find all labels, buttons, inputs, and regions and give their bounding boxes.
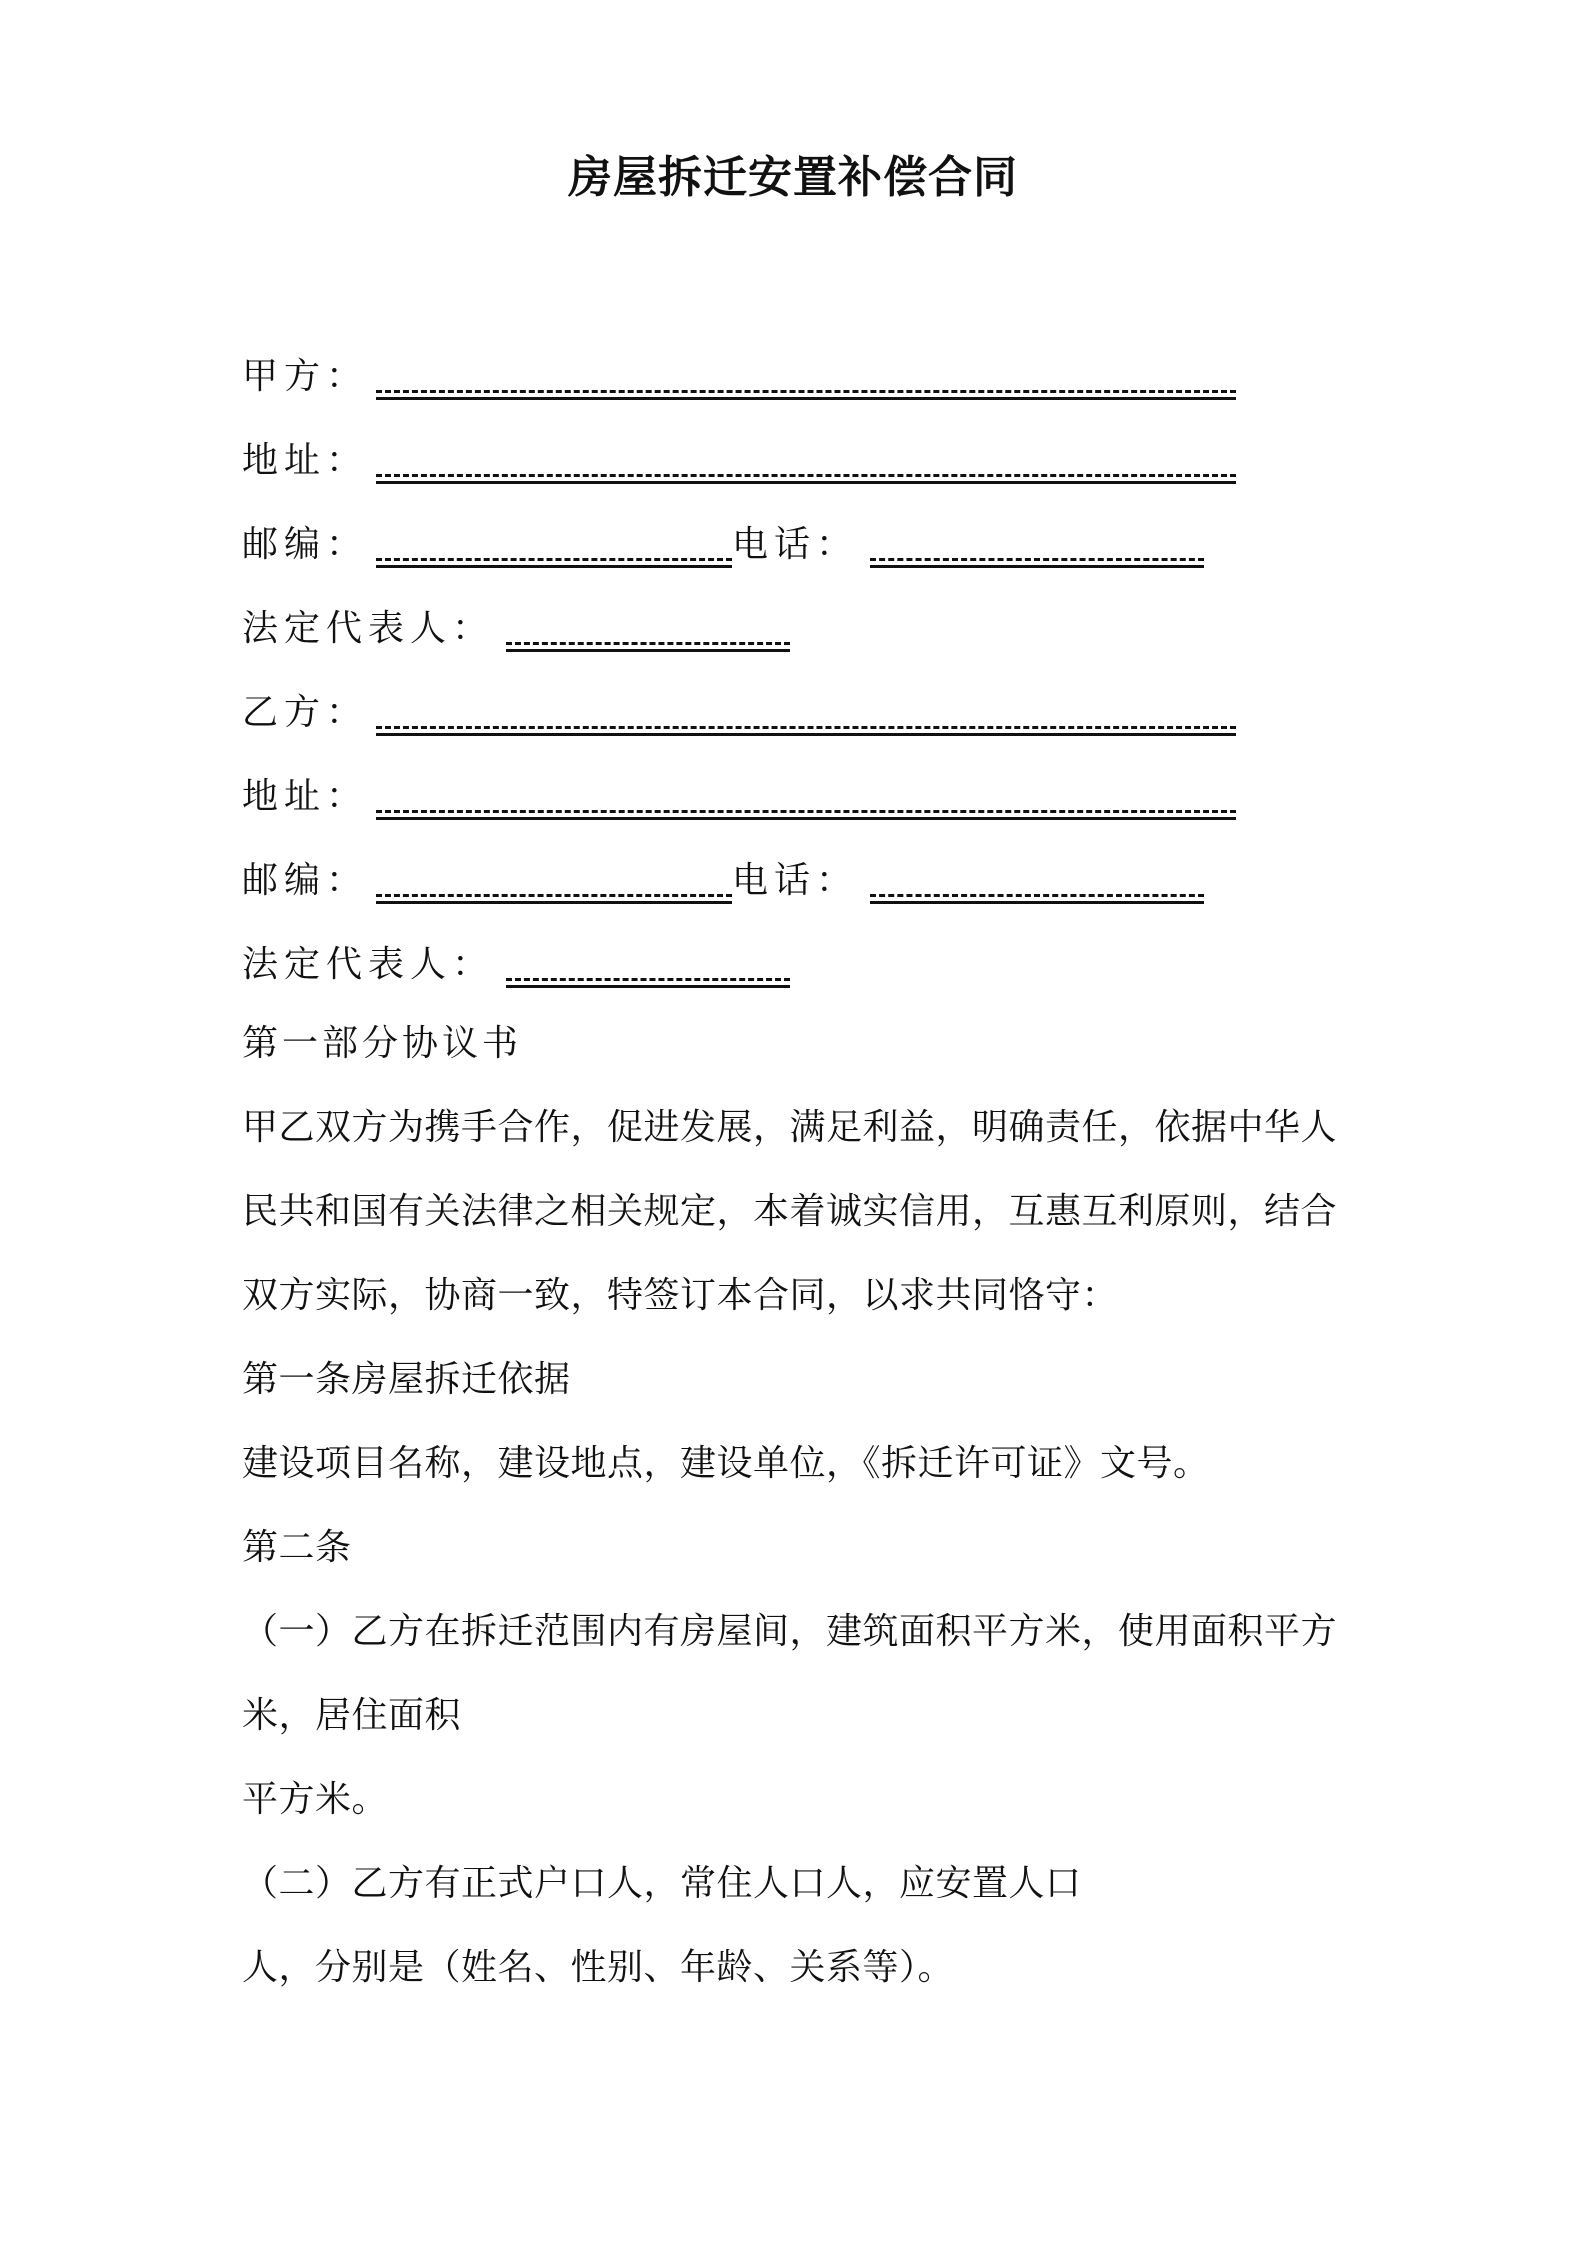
party-a-name-field[interactable] bbox=[376, 357, 1236, 400]
clause-2-line-2: 人，分别是（姓名、性别、年龄、关系等）。 bbox=[242, 1947, 955, 1988]
clause-1-line-2: 米，居住面积 bbox=[242, 1695, 462, 1736]
party-a-phone-label: 电话： bbox=[732, 524, 859, 565]
party-b-postcode-field[interactable] bbox=[376, 861, 732, 904]
party-b-name-field[interactable] bbox=[376, 693, 1236, 736]
party-a-rep-label: 法定代表人： bbox=[242, 608, 495, 649]
article-1-text: 建设项目名称，建设地点，建设单位，《拆迁许可证》文号。 bbox=[242, 1443, 1210, 1484]
clause-2-line-1: （二）乙方有正式户口人，常住人口人，应安置人口 bbox=[242, 1863, 1082, 1904]
party-a-contact-row bbox=[242, 514, 1204, 574]
party-a-address-field[interactable] bbox=[376, 441, 1236, 484]
party-b-address-field[interactable] bbox=[376, 777, 1236, 820]
party-b-rep-row bbox=[242, 934, 790, 994]
part-one-heading: 第一部分协议书 bbox=[242, 1023, 523, 1064]
party-b-name-label: 乙方： bbox=[242, 692, 369, 733]
article-1-heading: 第一条房屋拆迁依据 bbox=[242, 1359, 571, 1400]
party-a-address-row bbox=[242, 430, 1236, 490]
party-b-rep-label: 法定代表人： bbox=[242, 944, 495, 985]
intro-paragraph-line-2: 民共和国有关法律之相关规定，本着诚实信用，互惠互利原则，结合 bbox=[242, 1191, 1338, 1232]
party-b-rep-field[interactable] bbox=[506, 945, 790, 988]
party-b-address-row bbox=[242, 766, 1236, 826]
party-b-contact-row bbox=[242, 850, 1204, 910]
party-b-phone-label: 电话： bbox=[732, 860, 859, 901]
intro-paragraph-line-3: 双方实际，协商一致，特签订本合同，以求共同恪守： bbox=[242, 1275, 1119, 1316]
party-a-phone-field[interactable] bbox=[870, 525, 1204, 568]
article-2-heading: 第二条 bbox=[242, 1527, 352, 1568]
party-a-address-label: 地址： bbox=[242, 440, 369, 481]
party-b-address-label: 地址： bbox=[242, 776, 369, 817]
party-a-name-row bbox=[242, 346, 1236, 406]
party-b-name-row bbox=[242, 682, 1236, 742]
party-a-name-label: 甲方： bbox=[242, 356, 369, 397]
party-a-rep-field[interactable] bbox=[506, 609, 790, 652]
party-b-phone-field[interactable] bbox=[870, 861, 1204, 904]
party-a-postcode-label: 邮编： bbox=[242, 524, 369, 565]
clause-1-line-3: 平方米。 bbox=[242, 1779, 389, 1820]
document-title: 房屋拆迁安置补偿合同 bbox=[568, 152, 1018, 203]
clause-1-line-1: （一）乙方在拆迁范围内有房屋间，建筑面积平方米，使用面积平方 bbox=[242, 1611, 1338, 1652]
party-a-postcode-field[interactable] bbox=[376, 525, 732, 568]
party-b-postcode-label: 邮编： bbox=[242, 860, 369, 901]
party-a-rep-row bbox=[242, 598, 790, 658]
intro-paragraph-line-1: 甲乙双方为携手合作，促进发展，满足利益，明确责任，依据中华人 bbox=[242, 1107, 1338, 1148]
